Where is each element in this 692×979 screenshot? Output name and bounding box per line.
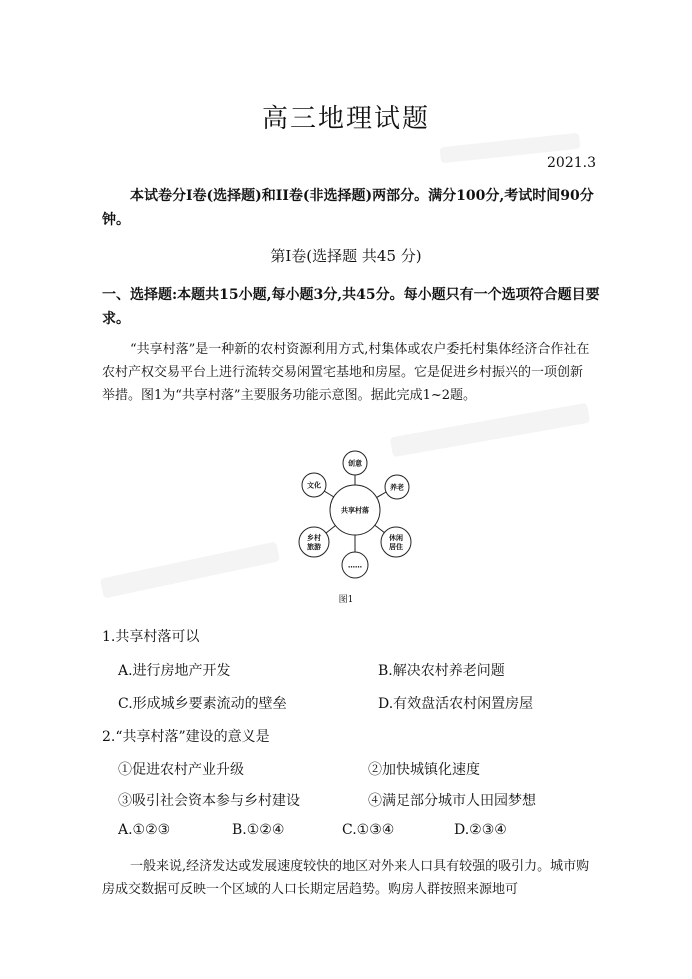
question-2-statement-1: ①促进农村产业升级: [118, 762, 244, 778]
question-1-option-c[interactable]: C.形成城乡要素流动的壁垒: [118, 696, 287, 712]
scan-noise: [100, 542, 280, 599]
figure-1-diagram: [290, 445, 420, 585]
node-label: 居住: [389, 543, 403, 551]
node-label: 文化: [307, 481, 321, 490]
exam-instructions: 本试卷分Ⅰ卷(选择题)和II卷(非选择题)两部分。满分100分,考试时间90分钟。: [102, 188, 594, 228]
page-title: 高三地理试题: [261, 104, 430, 134]
question-2-stem: 2.“共享村落”建设的意义是: [102, 729, 270, 745]
node-label: 旅游: [307, 543, 321, 551]
section-heading: 一、选择题:本题共15小题,每小题3分,共45分。每小题只有一个选项符合题目要求。: [102, 287, 600, 327]
node-label: ……: [348, 561, 362, 570]
figure-caption: 图1: [338, 595, 354, 605]
question-1-option-b[interactable]: B.解决农村养老问题: [378, 663, 505, 679]
question-2-option-d[interactable]: D.②③④: [454, 822, 507, 838]
question-2-option-a[interactable]: A.①②③: [118, 822, 171, 838]
reading-passage-1: “共享村落”是一种新的农村资源利用方式,村集体或农户委托村集体经济合作社在农村产权交易平台上进行流转交易闲置宅基地和房屋。它是促进乡村振兴的一项创新举措。图1为“共享村落”主要服务功能示意图。据此完成1~2题。: [102, 342, 590, 403]
node-label: 休闲: [389, 534, 403, 542]
node-label: 创意: [348, 459, 362, 468]
question-1-option-a[interactable]: A.进行房地产开发: [118, 663, 231, 679]
question-1-stem: 1.共享村落可以: [102, 629, 200, 645]
question-2-statement-3: ③吸引社会资本参与乡村建设: [118, 793, 300, 809]
question-2-statement-4: ④满足部分城市人田园梦想: [368, 793, 536, 809]
question-2-statement-2: ②加快城镇化速度: [368, 762, 480, 778]
question-2-option-b[interactable]: B.①②④: [232, 822, 285, 838]
node-label: 养老: [390, 483, 404, 492]
function-node-乡村旅游: [299, 527, 329, 557]
center-label: 共享村落: [341, 506, 369, 515]
exam-date: 2021.3: [547, 155, 596, 171]
question-1-option-d[interactable]: D.有效盘活农村闲置房屋: [378, 696, 534, 712]
question-2-option-c[interactable]: C.①③④: [342, 822, 395, 838]
node-label: 乡村: [307, 534, 321, 542]
section-title: 第Ⅰ卷(选择题 共45 分): [270, 247, 422, 265]
function-node-休闲居住: [381, 527, 411, 557]
reading-passage-2: 一般来说,经济发达或发展速度较快的地区对外来人口具有较强的吸引力。城市购房成交数据可反映一个区域的人口长期定居趋势。购房人群按照来源地可: [102, 859, 590, 897]
